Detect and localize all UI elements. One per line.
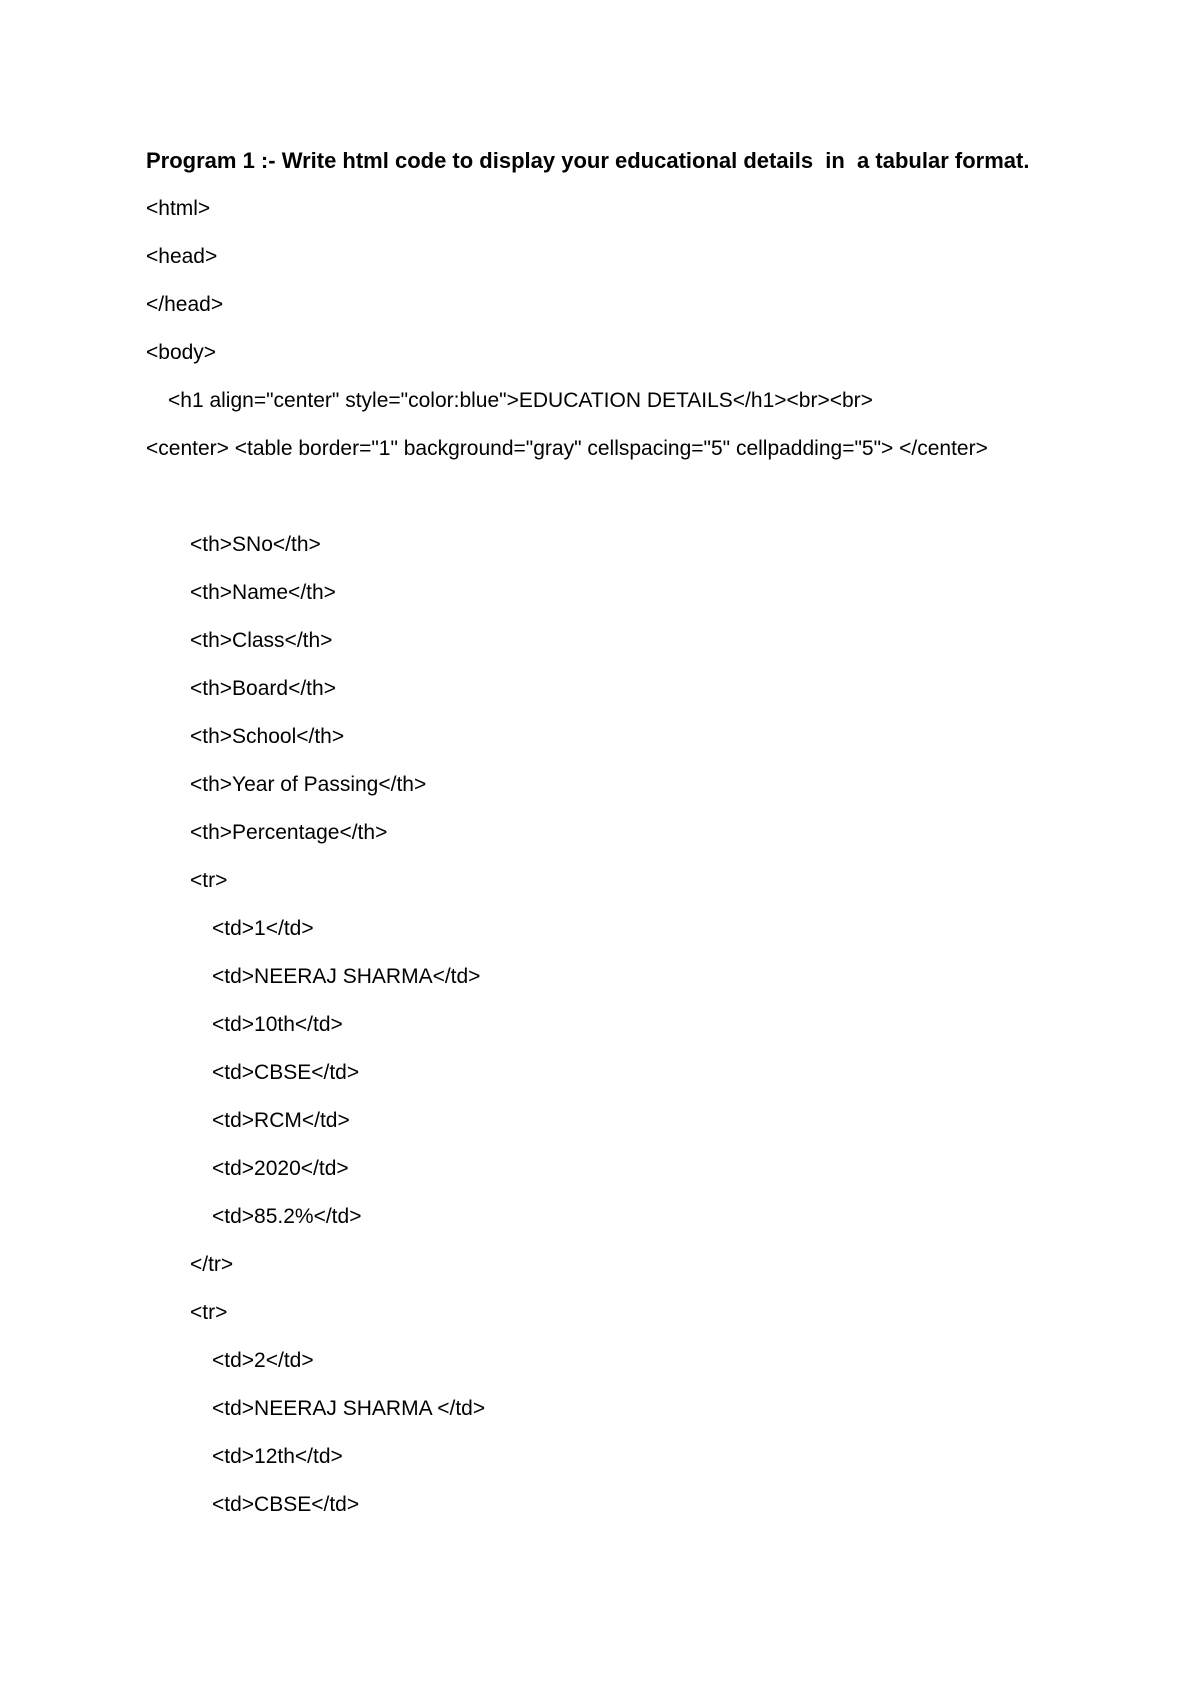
code-line: <td>85.2%</td> bbox=[212, 1205, 362, 1228]
code-line: <head> bbox=[146, 245, 218, 268]
code-line: <th>Class</th> bbox=[190, 629, 333, 652]
code-line: <td>CBSE</td> bbox=[212, 1493, 360, 1516]
code-line: <html> bbox=[146, 197, 211, 220]
code-line: <td>12th</td> bbox=[212, 1445, 343, 1468]
code-line: <th>Year of Passing</th> bbox=[190, 773, 427, 796]
code-line: <center> <table border="1" background="gray" cellspacing="5" cellpadding="5"> </center> bbox=[146, 437, 988, 460]
code-line: <td>NEERAJ SHARMA </td> bbox=[212, 1397, 486, 1420]
code-line: <th>School</th> bbox=[190, 725, 345, 748]
code-line: <td>2020</td> bbox=[212, 1157, 349, 1180]
code-line: <h1 align="center" style="color:blue">EDUCATION DETAILS</h1><br><br> bbox=[168, 389, 873, 412]
code-line: </head> bbox=[146, 293, 224, 316]
code-line: <th>Name</th> bbox=[190, 581, 336, 604]
code-listing bbox=[146, 194, 988, 1538]
code-line: </tr> bbox=[190, 1253, 234, 1276]
code-line: <tr> bbox=[190, 869, 228, 892]
code-line: <tr> bbox=[190, 1301, 228, 1324]
code-line: <td>1</td> bbox=[212, 917, 314, 940]
code-line: <th>SNo</th> bbox=[190, 533, 321, 556]
program-title: Program 1 :- Write html code to display your educational details in a tabular format. bbox=[146, 148, 1030, 173]
code-line: <th>Board</th> bbox=[190, 677, 336, 700]
code-line: <body> bbox=[146, 341, 217, 364]
code-line bbox=[146, 482, 988, 530]
code-line: <td>CBSE</td> bbox=[212, 1061, 360, 1084]
code-line: <th>Percentage</th> bbox=[190, 821, 388, 844]
code-line: <td>RCM</td> bbox=[212, 1109, 350, 1132]
code-line: <td>2</td> bbox=[212, 1349, 314, 1372]
code-line: <td>NEERAJ SHARMA</td> bbox=[212, 965, 481, 988]
code-line: <td>10th</td> bbox=[212, 1013, 343, 1036]
